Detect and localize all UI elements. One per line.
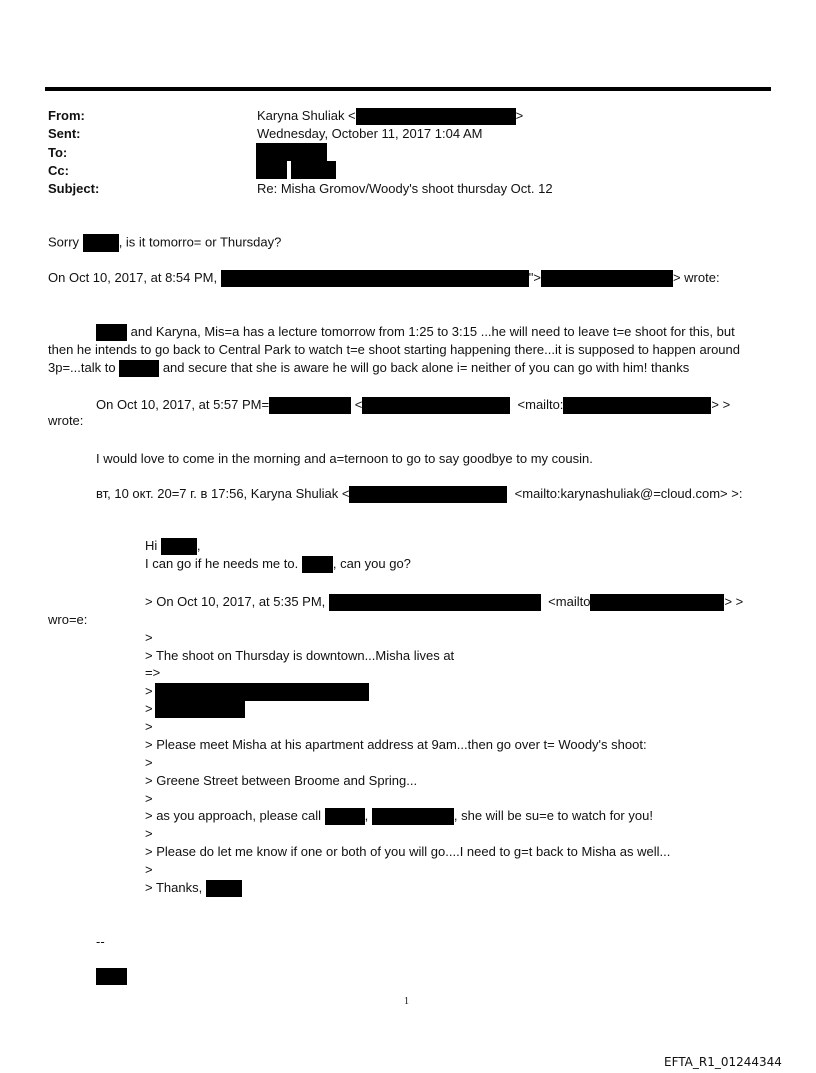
from-label: From:	[48, 108, 85, 123]
quote-header-text: On Oct 10, 2017, at 8:54 PM,	[48, 270, 218, 285]
redaction-block	[356, 108, 516, 125]
subject-value: Re: Misha Gromov/Woody's shoot thursday Oct. 12	[257, 181, 553, 196]
quoted-text: > Thanks,	[145, 880, 203, 895]
from-value	[257, 107, 523, 125]
redaction-block	[349, 486, 507, 503]
redaction-block	[155, 683, 369, 701]
paragraph-lecture	[48, 323, 788, 377]
quoted-text: , she will be su=e to watch for you!	[453, 808, 653, 823]
quote-header-text: On Oct 10, 2017, at 5:57 PM=	[96, 397, 270, 412]
can-go-line	[145, 556, 411, 573]
sorry-line	[48, 234, 281, 252]
can-go-text: , can you go?	[332, 556, 411, 571]
quoted-text: > as you approach, please call	[145, 808, 321, 823]
redaction-block	[256, 143, 327, 161]
redaction-block	[302, 556, 333, 573]
redaction-block	[155, 701, 245, 718]
quoted-line: >	[145, 719, 153, 734]
paragraph-text: and Karyna, Mis=a has a lecture tomorrow from 1:25 to 3:15 ...he will need to leave t=e shoot for this, but	[127, 324, 735, 339]
quoted-line	[145, 701, 245, 718]
page-number: 1	[404, 996, 409, 1007]
redaction-block	[291, 161, 336, 179]
quoted-line: > Please meet Misha at his apartment address at 9am...then go over t= Woody's shoot:	[145, 737, 647, 752]
quoted-line	[145, 880, 242, 897]
quoted-line: >	[145, 826, 153, 841]
russian-quote-header	[96, 486, 742, 503]
from-value-prefix: Karyna Shuliak <	[257, 108, 356, 123]
header-rule	[45, 87, 771, 91]
quote-header-text: вт, 10 окт. 20=7 г. в 17:56, Karyna Shuliak <	[96, 486, 350, 501]
greeting-text: Hi	[145, 538, 158, 553]
quoted-line: >	[145, 630, 153, 645]
redaction-block	[362, 397, 510, 414]
quote-header-text: <	[351, 397, 363, 412]
quoted-line: >	[145, 755, 153, 770]
redaction-block	[256, 161, 287, 179]
quoted-line: > Greene Street between Broome and Spring...	[145, 773, 418, 788]
quote-header-535	[145, 594, 743, 611]
quoted-line	[145, 808, 653, 825]
redaction-block	[541, 270, 673, 287]
quoted-line: > The shoot on Thursday is downtown...Misha lives at	[145, 648, 455, 663]
redaction-block	[119, 360, 159, 377]
redaction-block	[221, 270, 529, 287]
redaction-block	[96, 324, 127, 341]
quote-header-text: > wrote:	[672, 270, 720, 285]
sorry-text-2: , is it tomorro= or Thursday?	[118, 234, 282, 250]
redaction-block	[329, 594, 541, 611]
quote-header-854	[48, 270, 720, 287]
quoted-line: =>	[145, 665, 161, 680]
wroe-label: wro=e:	[48, 612, 88, 627]
greeting-text: ,	[196, 538, 201, 553]
signature-dashes: --	[96, 934, 105, 949]
sent-value: Wednesday, October 11, 2017 1:04 AM	[257, 126, 483, 141]
paragraph-text: then he intends to go back to Central Park to watch t=e shoot starting happening there...it is supposed to happen around	[48, 342, 740, 358]
quote-header-text: > On Oct 10, 2017, at 5:35 PM,	[145, 594, 326, 609]
redaction-block	[161, 538, 197, 555]
redaction-block	[590, 594, 724, 611]
redaction-block	[563, 397, 711, 414]
quote-header-text: <mailto:	[517, 397, 564, 412]
quoted-line	[145, 683, 369, 701]
redaction-block	[269, 397, 351, 414]
quote-header-text: <mailto:karynashuliak@=cloud.com> >:	[514, 486, 743, 501]
quote-header-text: > >	[711, 397, 731, 412]
quoted-text: >	[145, 683, 153, 699]
quoted-text: >	[145, 701, 153, 716]
redaction-block	[206, 880, 242, 897]
quoted-text: ,	[364, 808, 369, 823]
cc-label: Cc:	[48, 163, 69, 178]
redaction-block	[83, 234, 119, 252]
quoted-line: >	[145, 791, 153, 806]
quoted-line: >	[145, 862, 153, 877]
redaction-block	[96, 968, 127, 985]
subject-label: Subject:	[48, 181, 100, 196]
sent-label: Sent:	[48, 126, 81, 141]
paragraph-text: 3p=...talk to	[48, 360, 116, 376]
from-value-suffix: >	[515, 108, 524, 123]
to-label: To:	[48, 145, 68, 160]
greeting-line	[145, 538, 201, 555]
bates-number: EFTA_R1_01244344	[664, 1055, 782, 1069]
goodbye-line: I would love to come in the morning and a=ternoon to go to say goodbye to my cousin.	[96, 451, 593, 466]
sorry-text: Sorry	[48, 234, 80, 250]
wrote-label: wrote:	[48, 413, 84, 428]
quote-header-text: > >	[724, 594, 744, 609]
redaction-block	[372, 808, 454, 825]
quote-header-text: <mailto	[548, 594, 591, 609]
quoted-line: > Please do let me know if one or both of you will go....I need to g=t back to Misha as well...	[145, 844, 671, 859]
quote-header-text: ">	[528, 270, 541, 285]
can-go-text: I can go if he needs me to.	[145, 556, 299, 571]
redaction-block	[325, 808, 365, 825]
quote-header-557	[96, 397, 730, 414]
paragraph-text: and secure that she is aware he will go back alone i= neither of you can go with him! thanks	[159, 360, 690, 376]
